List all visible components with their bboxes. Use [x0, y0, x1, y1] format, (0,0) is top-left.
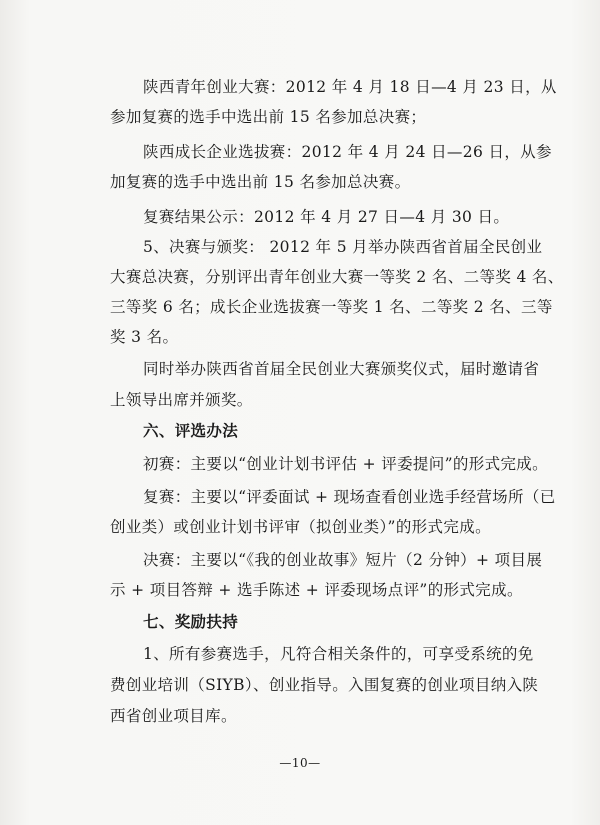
text-line: 1、所有参赛选手，凡符合相关条件的，可享受系统的免: [143, 645, 534, 663]
text-line: 上领导出席并颁奖。: [110, 391, 253, 409]
text-line: 大赛总决赛，分别评出青年创业大赛一等奖 2 名、二等奖 4 名、: [110, 268, 564, 286]
text-line: 示 + 项目答辩 + 选手陈述 + 评委现场点评”的形式完成。: [110, 581, 523, 599]
text-line: 参加复赛的选手中选出前 15 名参加总决赛；: [110, 108, 427, 126]
page-number: —10—: [279, 756, 321, 770]
text-line: 创业类）或创业计划书评审（拟创业类）”的形式完成。: [110, 518, 491, 536]
text-line: 5、决赛与颁奖： 2012 年 5 月举办陕西省首届全民创业: [143, 238, 543, 256]
text-line: 加复赛的选手中选出前 15 名参加总决赛。: [110, 173, 411, 191]
text-line: 陕西成长企业选拔赛：2012 年 4 月 24 日—26 日，从参: [143, 143, 552, 161]
text-line: 西省创业项目库。: [110, 707, 237, 725]
text-line: 陕西青年创业大赛：2012 年 4 月 18 日—4 月 23 日，从: [143, 78, 557, 96]
text-line: 费创业培训（SIYB）、创业指导。入围复赛的创业项目纳入陕: [110, 676, 539, 694]
text-line: 奖 3 名。: [110, 328, 179, 346]
text-line: 同时举办陕西省首届全民创业大赛颁奖仪式，届时邀请省: [143, 360, 540, 378]
text-line: 初赛：主要以“创业计划书评估 + 评委提问”的形式完成。: [143, 455, 548, 473]
section-heading-evaluation: 六、评选办法: [143, 422, 239, 440]
text-line: 复赛：主要以“评委面试 + 现场查看创业选手经营场所（已: [143, 488, 556, 506]
text-line: 三等奖 6 名；成长企业选拔赛一等奖 1 名、二等奖 2 名、三等: [110, 298, 553, 316]
section-heading-rewards: 七、奖励扶持: [143, 613, 239, 631]
text-line: 决赛：主要以“《我的创业故事》短片（2 分钟）+ 项目展: [143, 551, 543, 569]
text-line: 复赛结果公示：2012 年 4 月 27 日—4 月 30 日。: [143, 208, 510, 226]
